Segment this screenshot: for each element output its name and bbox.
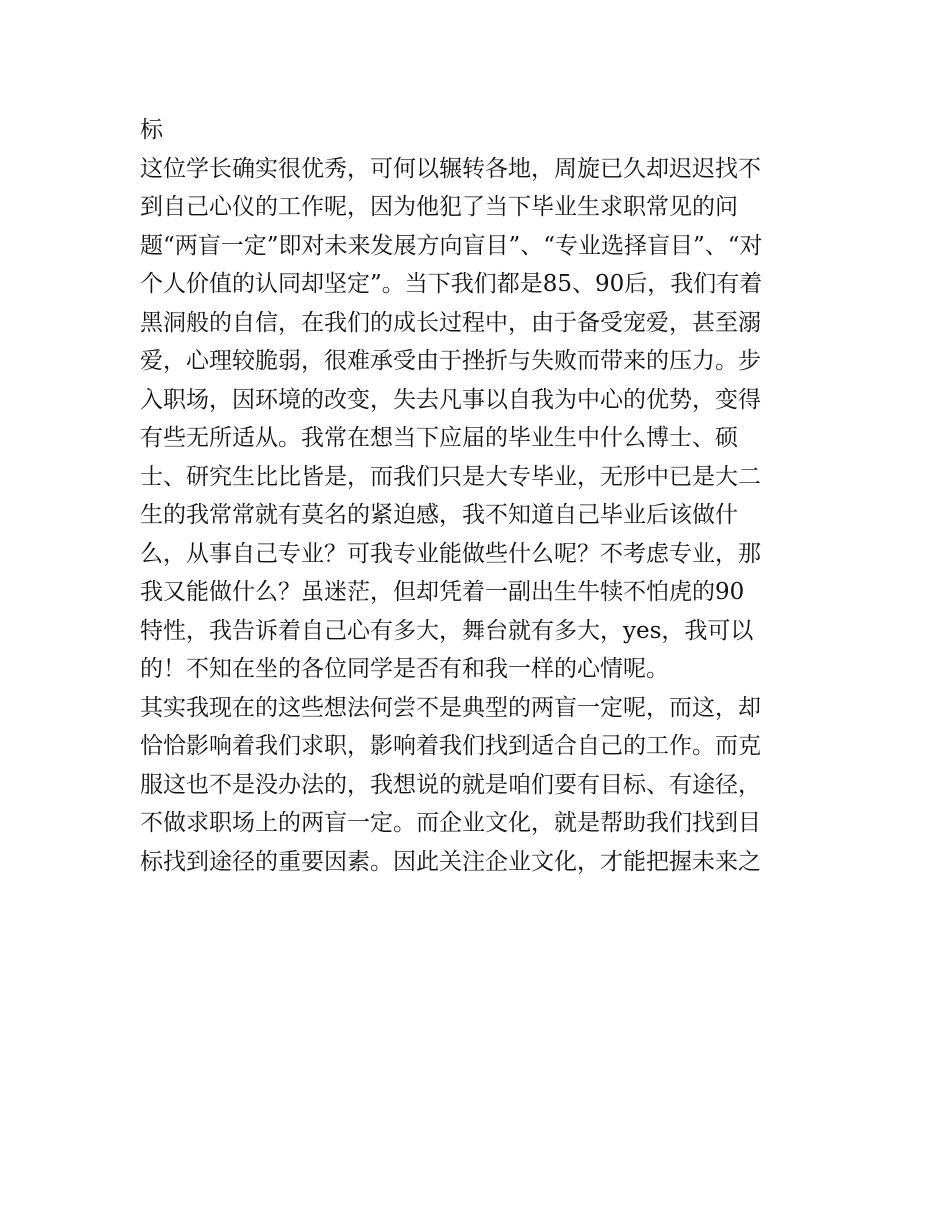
text-line: 个人价值的认同却坚定”。当下我们都是85、90后，我们有着	[140, 271, 763, 297]
text-line: 入职场，因环境的改变，失去凡事以自我为中心的优势，变得	[140, 386, 761, 413]
text-line: 黑洞般的自信，在我们的成长过程中，由于备受宠爱，甚至溺	[140, 309, 761, 336]
text-line: 恰恰影响着我们求职，影响着我们找到适合自己的工作。而克	[140, 733, 761, 759]
text-line: 服这也不是没办法的，我想说的就是咱们要有目标、有途径，	[140, 771, 761, 798]
text-line: 这位学长确实很优秀，可何以辗转各地，周旋已久却迟迟找不	[140, 155, 761, 182]
text-line: 么，从事自己专业？可我专业能做些什么呢？不考虑专业，那	[140, 540, 761, 567]
body-text	[140, 111, 820, 881]
text-line: 爱，心理较脆弱，很难承受由于挫折与失败而带来的压力。步	[140, 348, 761, 374]
text-line: 的！不知在坐的各位同学是否有和我一样的心情呢。	[140, 656, 669, 682]
text-line: 到自己心仪的工作呢，因为他犯了当下毕业生求职常见的问	[140, 194, 738, 220]
text-line: 我又能做什么？虽迷茫，但却凭着一副出生牛犊不怕虎的90	[140, 579, 745, 605]
text-line: 其实我现在的这些想法何尝不是典型的两盲一定呢，而这，却	[140, 694, 761, 721]
text-line: 生的我常常就有莫名的紧迫感，我不知道自己毕业后该做什	[140, 502, 738, 528]
text-line: 特性，我告诉着自己心有多大，舞台就有多大，yes，我可以	[140, 617, 754, 644]
text-line: 不做求职场上的两盲一定。而企业文化，就是帮助我们找到目	[140, 810, 761, 836]
text-line: 士、研究生比比皆是，而我们只是大专毕业，无形中已是大二	[140, 463, 761, 490]
text-line: 标	[140, 117, 163, 143]
text-line: 标找到途径的重要因素。因此关注企业文化，才能把握未来之	[140, 848, 761, 875]
text-line: 题“两盲一定”即对未来发展方向盲目”、“专业选择盲目”、“对	[140, 232, 763, 259]
text-line: 有些无所适从。我常在想当下应届的毕业生中什么博士、硕	[140, 425, 738, 451]
